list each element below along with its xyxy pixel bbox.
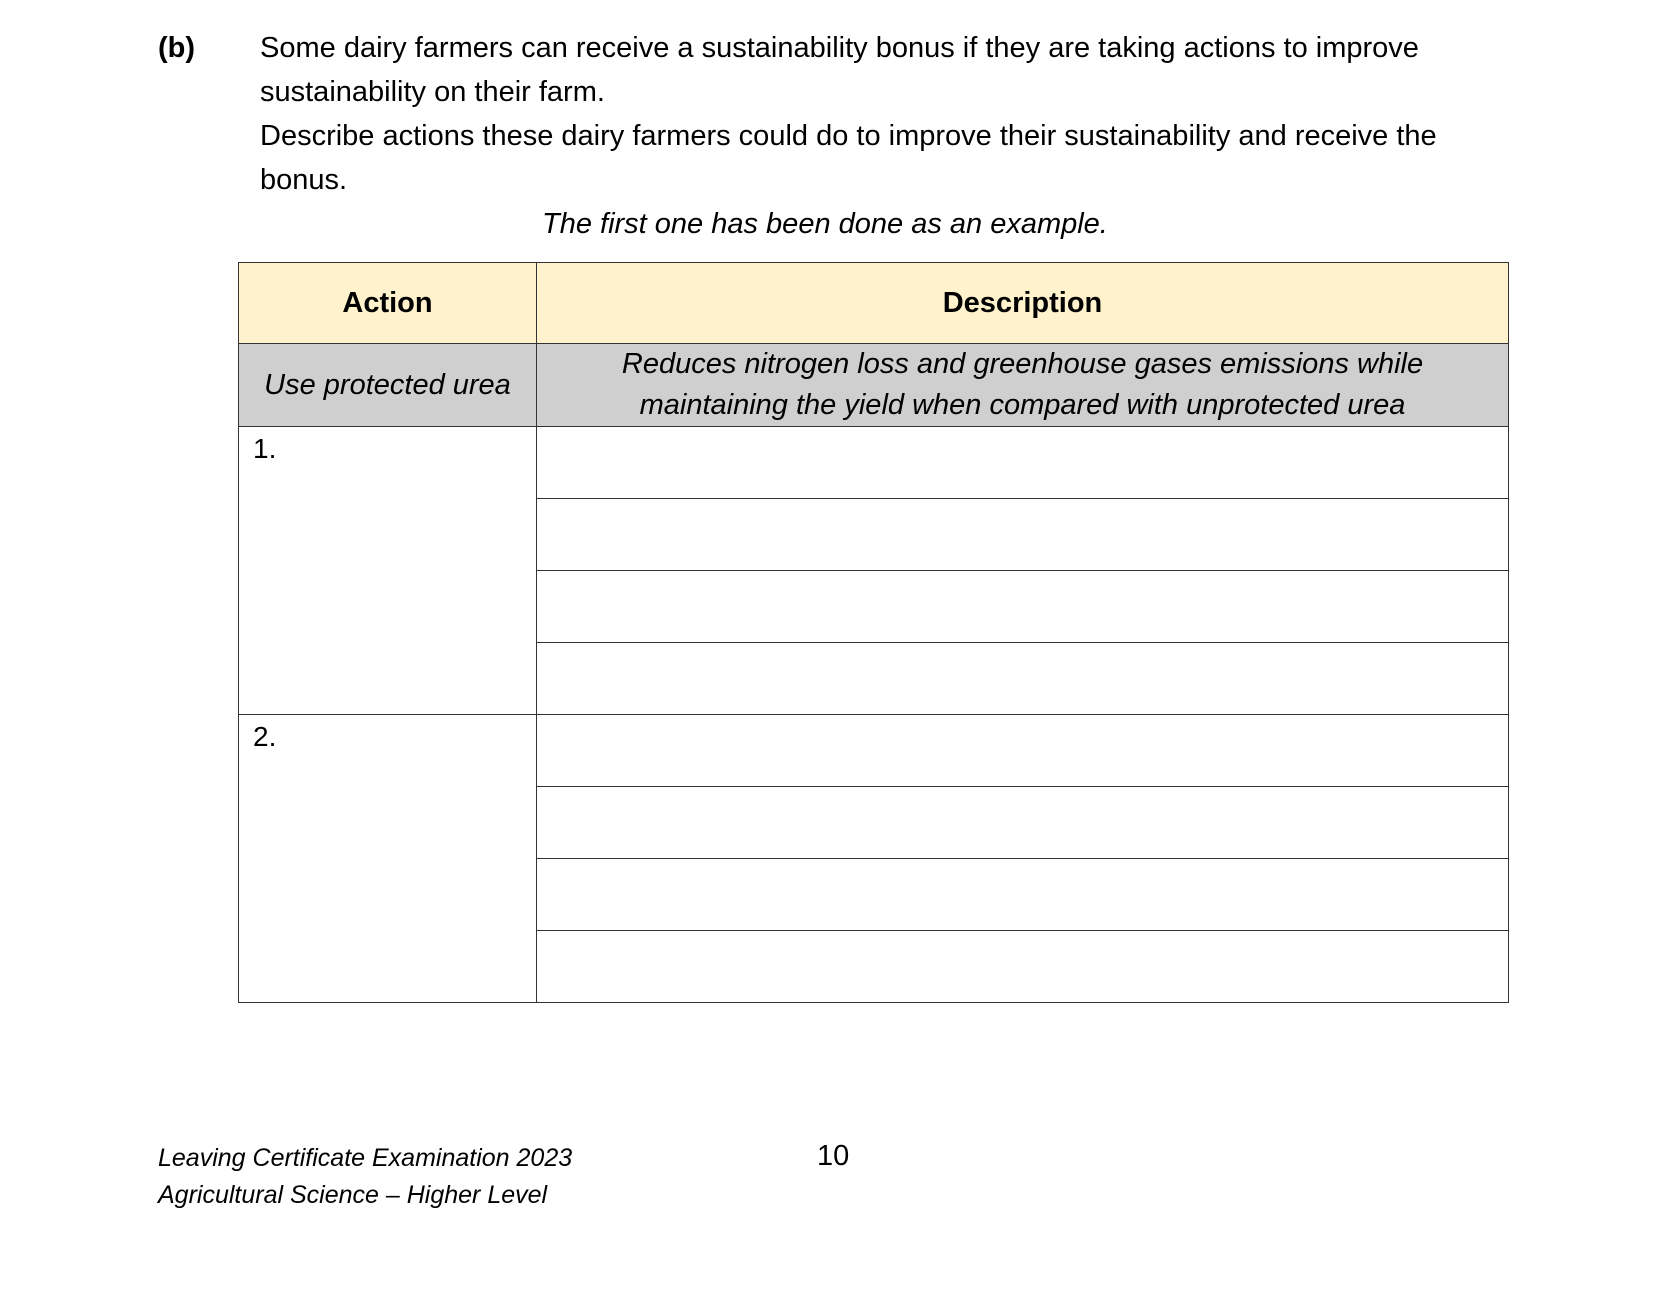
answer-2-action-cell[interactable]: 2. bbox=[239, 715, 537, 1003]
table-header-row bbox=[239, 263, 1509, 344]
answer-1-description-line[interactable] bbox=[537, 427, 1509, 499]
answer-2-description-line[interactable] bbox=[537, 787, 1509, 859]
action-header: Action bbox=[239, 263, 537, 344]
answer-1-action-cell[interactable]: 1. bbox=[239, 427, 537, 715]
answer-2-description-line[interactable] bbox=[537, 931, 1509, 1003]
example-note: The first one has been done as an example. bbox=[542, 208, 1108, 240]
footer-exam-info bbox=[158, 1140, 572, 1214]
example-description-line-2: maintaining the yield when compared with unprotected urea bbox=[639, 389, 1406, 421]
description-header: Description bbox=[537, 263, 1509, 344]
answer-1-description-line[interactable] bbox=[537, 643, 1509, 715]
example-row bbox=[239, 344, 1509, 427]
answer-table bbox=[238, 262, 1509, 1003]
question-label: (b) bbox=[158, 32, 196, 64]
answer-2-description-line[interactable] bbox=[537, 859, 1509, 931]
footer-subject-level: Agricultural Science – Higher Level bbox=[158, 1181, 548, 1209]
answer-row bbox=[239, 427, 1509, 499]
footer-exam-title: Leaving Certificate Examination 2023 bbox=[158, 1144, 573, 1172]
example-description bbox=[537, 344, 1509, 427]
question-stem bbox=[260, 26, 1520, 202]
answer-2-description-line[interactable] bbox=[537, 715, 1509, 787]
answer-row bbox=[239, 715, 1509, 787]
answer-1-description-line[interactable] bbox=[537, 571, 1509, 643]
page-number: 10 bbox=[817, 1140, 850, 1172]
stem-text-2: Describe actions these dairy farmers could do to improve their sustainability and receive the bonus. bbox=[260, 120, 1437, 196]
answer-1-description-line[interactable] bbox=[537, 499, 1509, 571]
example-description-line-1: Reduces nitrogen loss and greenhouse gases emissions while bbox=[621, 348, 1424, 380]
example-action: Use protected urea bbox=[239, 344, 537, 427]
stem-text-1: Some dairy farmers can receive a sustainability bonus if they are taking actions to improve sustainability on their farm. bbox=[260, 32, 1419, 108]
